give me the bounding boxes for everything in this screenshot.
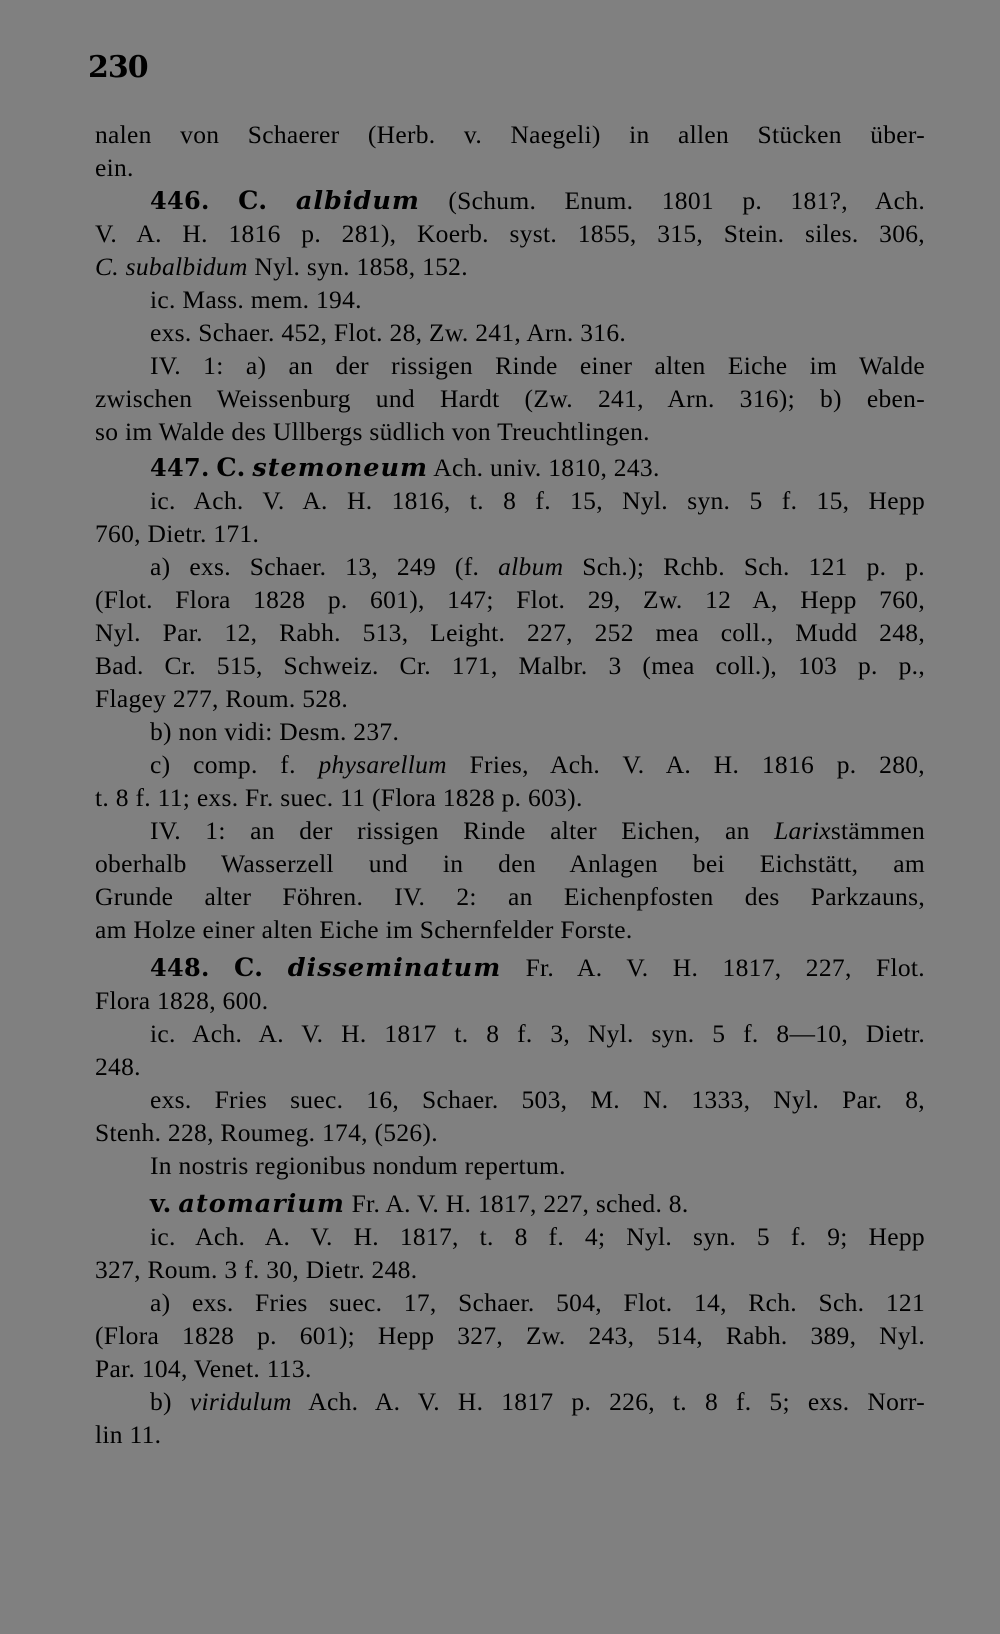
entry-447-heading <box>150 451 925 484</box>
text-line: ein. <box>95 153 134 182</box>
citation-text: Fries, Ach. V. A. H. 1816 p. 280, <box>469 750 925 779</box>
citation-text: Fr. A. V. H. 1817, 227, Flot. <box>525 953 925 982</box>
variety-marker: v. <box>150 1189 172 1219</box>
text-line: b) non vidi: Desm. 237. <box>150 717 400 746</box>
text-line: so im Walde des Ullbergs südlich von Treuchtlingen. <box>95 417 650 446</box>
text-line: Bad. Cr. 515, Schweiz. Cr. 171, Malbr. 3 (mea coll.), 103 p. p., <box>95 651 925 680</box>
text-line: 248. <box>95 1052 141 1081</box>
text-line: exs. Fries suec. 16, Schaer. 503, M. N. 1333, Nyl. Par. 8, <box>150 1085 925 1114</box>
text-line <box>150 550 925 583</box>
genus-name: C. <box>234 953 264 983</box>
text-line: Stenh. 228, Roumeg. 174, (526). <box>95 1118 438 1147</box>
entry-number: 446. <box>150 186 210 215</box>
citation-text: Fr. A. V. H. 1817, 227, sched. 8. <box>351 1189 689 1218</box>
text-line: a) exs. Fries suec. 17, Schaer. 504, Flot. 14, Rch. Sch. 121 <box>150 1288 925 1317</box>
synonym-line <box>95 250 468 283</box>
form-name: viridulum <box>189 1387 292 1416</box>
genus-mention: Larix <box>774 816 831 845</box>
entry-446-heading <box>150 184 925 217</box>
citation-text: Ach. A. V. H. 1817 p. 226, t. 8 f. 5; exs. Norr- <box>308 1387 925 1416</box>
citation-text: b) <box>150 1387 172 1416</box>
genus-name: C. <box>216 453 246 483</box>
text-line <box>150 814 925 847</box>
citation-text: a) exs. Schaer. 13, 249 (f. <box>150 552 480 581</box>
text-line: Par. 104, Venet. 113. <box>95 1354 312 1383</box>
citation-text: c) comp. f. <box>150 750 296 779</box>
text-line: am Holze einer alten Eiche im Schernfelder Forste. <box>95 915 633 944</box>
form-name: album <box>498 552 564 581</box>
citation-text: Nyl. syn. 1858, 152. <box>254 252 468 281</box>
form-name: physarellum <box>318 750 447 779</box>
text-line: exs. Schaer. 452, Flot. 28, Zw. 241, Arn. 316. <box>150 318 627 347</box>
text-line: Nyl. Par. 12, Rabh. 513, Leight. 227, 252 mea coll., Mudd 248, <box>95 618 925 647</box>
text-line: ic. Mass. mem. 194. <box>150 285 362 314</box>
text-line: ic. Ach. V. A. H. 1816, t. 8 f. 15, Nyl. syn. 5 f. 15, Hepp <box>150 486 925 515</box>
text-line: 327, Roum. 3 f. 30, Dietr. 248. <box>95 1255 418 1284</box>
text-line: V. A. H. 1816 p. 281), Koerb. syst. 1855, 315, Stein. siles. 306, <box>95 219 925 248</box>
text-line: ic. Ach. A. V. H. 1817, t. 8 f. 4; Nyl. syn. 5 f. 9; Hepp <box>150 1222 925 1251</box>
variety-heading <box>150 1187 925 1220</box>
citation-text: Sch.); Rchb. Sch. 121 p. p. <box>582 552 925 581</box>
text-line: 760, Dietr. 171. <box>95 519 260 548</box>
text-line: Grunde alter Föhren. IV. 2: an Eichenpfosten des Parkzauns, <box>95 882 925 911</box>
text-line: IV. 1: a) an der rissigen Rinde einer alten Eiche im Walde <box>150 351 925 380</box>
citation-text: Ach. univ. 1810, 243. <box>433 453 660 482</box>
genus-name: C. <box>238 186 268 216</box>
text-line: Flora 1828, 600. <box>95 986 269 1015</box>
text-line: (Flot. Flora 1828 p. 601), 147; Flot. 29, Zw. 12 A, Hepp 760, <box>95 585 925 614</box>
synonym-name: C. subalbidum <box>95 252 248 281</box>
text-line <box>150 1385 925 1418</box>
text-line <box>150 748 925 781</box>
entry-number: 448. <box>150 953 210 982</box>
text-line: (Flora 1828 p. 601); Hepp 327, Zw. 243, 514, Rabh. 389, Nyl. <box>95 1321 925 1350</box>
text-line: In nostris regionibus nondum repertum. <box>150 1151 566 1180</box>
variety-name: atomarium <box>178 1189 345 1219</box>
text-line: nalen von Schaerer (Herb. v. Naegeli) in allen Stücken über- <box>95 120 925 149</box>
locality-text: IV. 1: an der rissigen Rinde alter Eichen, an <box>150 816 750 845</box>
text-line: oberhalb Wasserzell und in den Anlagen bei Eichstätt, am <box>95 849 925 878</box>
species-name: stemoneum <box>252 453 428 483</box>
text-line: lin 11. <box>95 1420 162 1449</box>
text-line: zwischen Weissenburg und Hardt (Zw. 241, Arn. 316); b) eben- <box>95 384 925 413</box>
species-name: disseminatum <box>287 953 502 983</box>
citation-text: (Schum. Enum. 1801 p. 181?, Ach. <box>448 186 925 215</box>
text-line: t. 8 f. 11; exs. Fr. suec. 11 (Flora 1828 p. 603). <box>95 783 583 812</box>
text-line: ic. Ach. A. V. H. 1817 t. 8 f. 3, Nyl. syn. 5 f. 8—10, Dietr. <box>150 1019 925 1048</box>
page-number: 230 <box>88 50 148 85</box>
entry-448-heading <box>150 951 925 984</box>
locality-text: stämmen <box>830 816 925 845</box>
entry-number: 447. <box>150 453 210 482</box>
species-name: albidum <box>295 186 420 216</box>
text-line: Flagey 277, Roum. 528. <box>95 684 349 713</box>
